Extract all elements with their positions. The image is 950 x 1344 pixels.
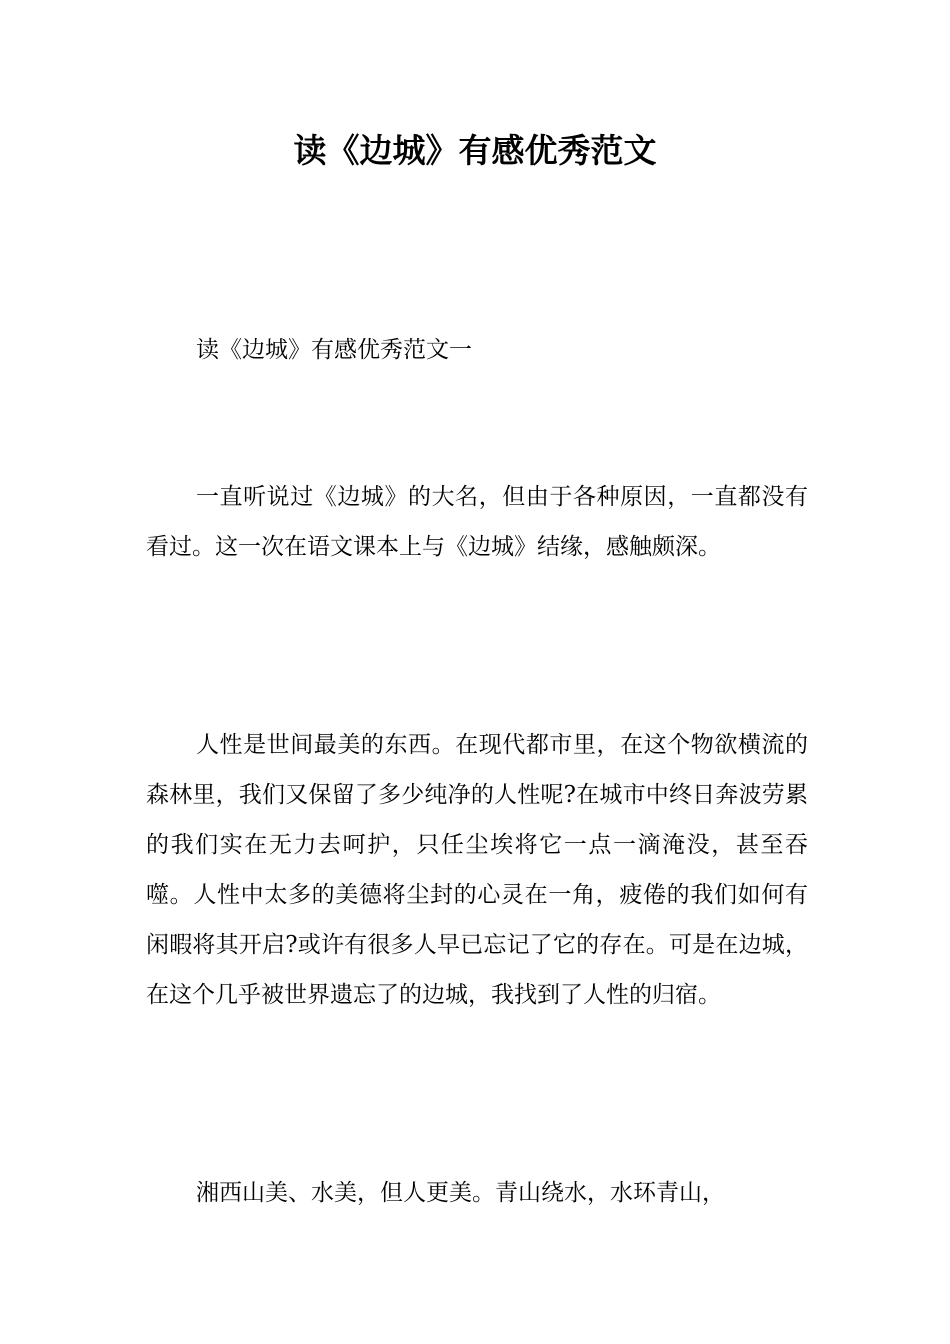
body-paragraph-3: 湘西山美、水美，但人更美。青山绕水，水环青山， bbox=[196, 1180, 725, 1206]
body-paragraph-2: 人性是世间最美的东西。在现代都市里，在这个物欲横流的森林里，我们又保留了多少纯净的人性呢?在城市中终日奔波劳累的我们实在无力去呵护，只任尘埃将它一点一滴淹没，甚至吞噬。人性中太多的美德将尘封的心灵在一角，疲倦的我们如何有闲暇将其开启?或许有很多人早已忘记了它的存在。可是在边城，在这个几乎被世界遗忘了的边城，我找到了人性的归宿。 bbox=[146, 732, 808, 1008]
essay-subheading: 读《边城》有感优秀范文一 bbox=[196, 337, 472, 363]
document-title: 读《边城》有感优秀范文 bbox=[293, 131, 657, 170]
body-paragraph-1: 一直听说过《边城》的大名，但由于各种原因，一直都没有看过。这一次在语文课本上与《边城》结缘，感触颇深。 bbox=[146, 484, 808, 560]
